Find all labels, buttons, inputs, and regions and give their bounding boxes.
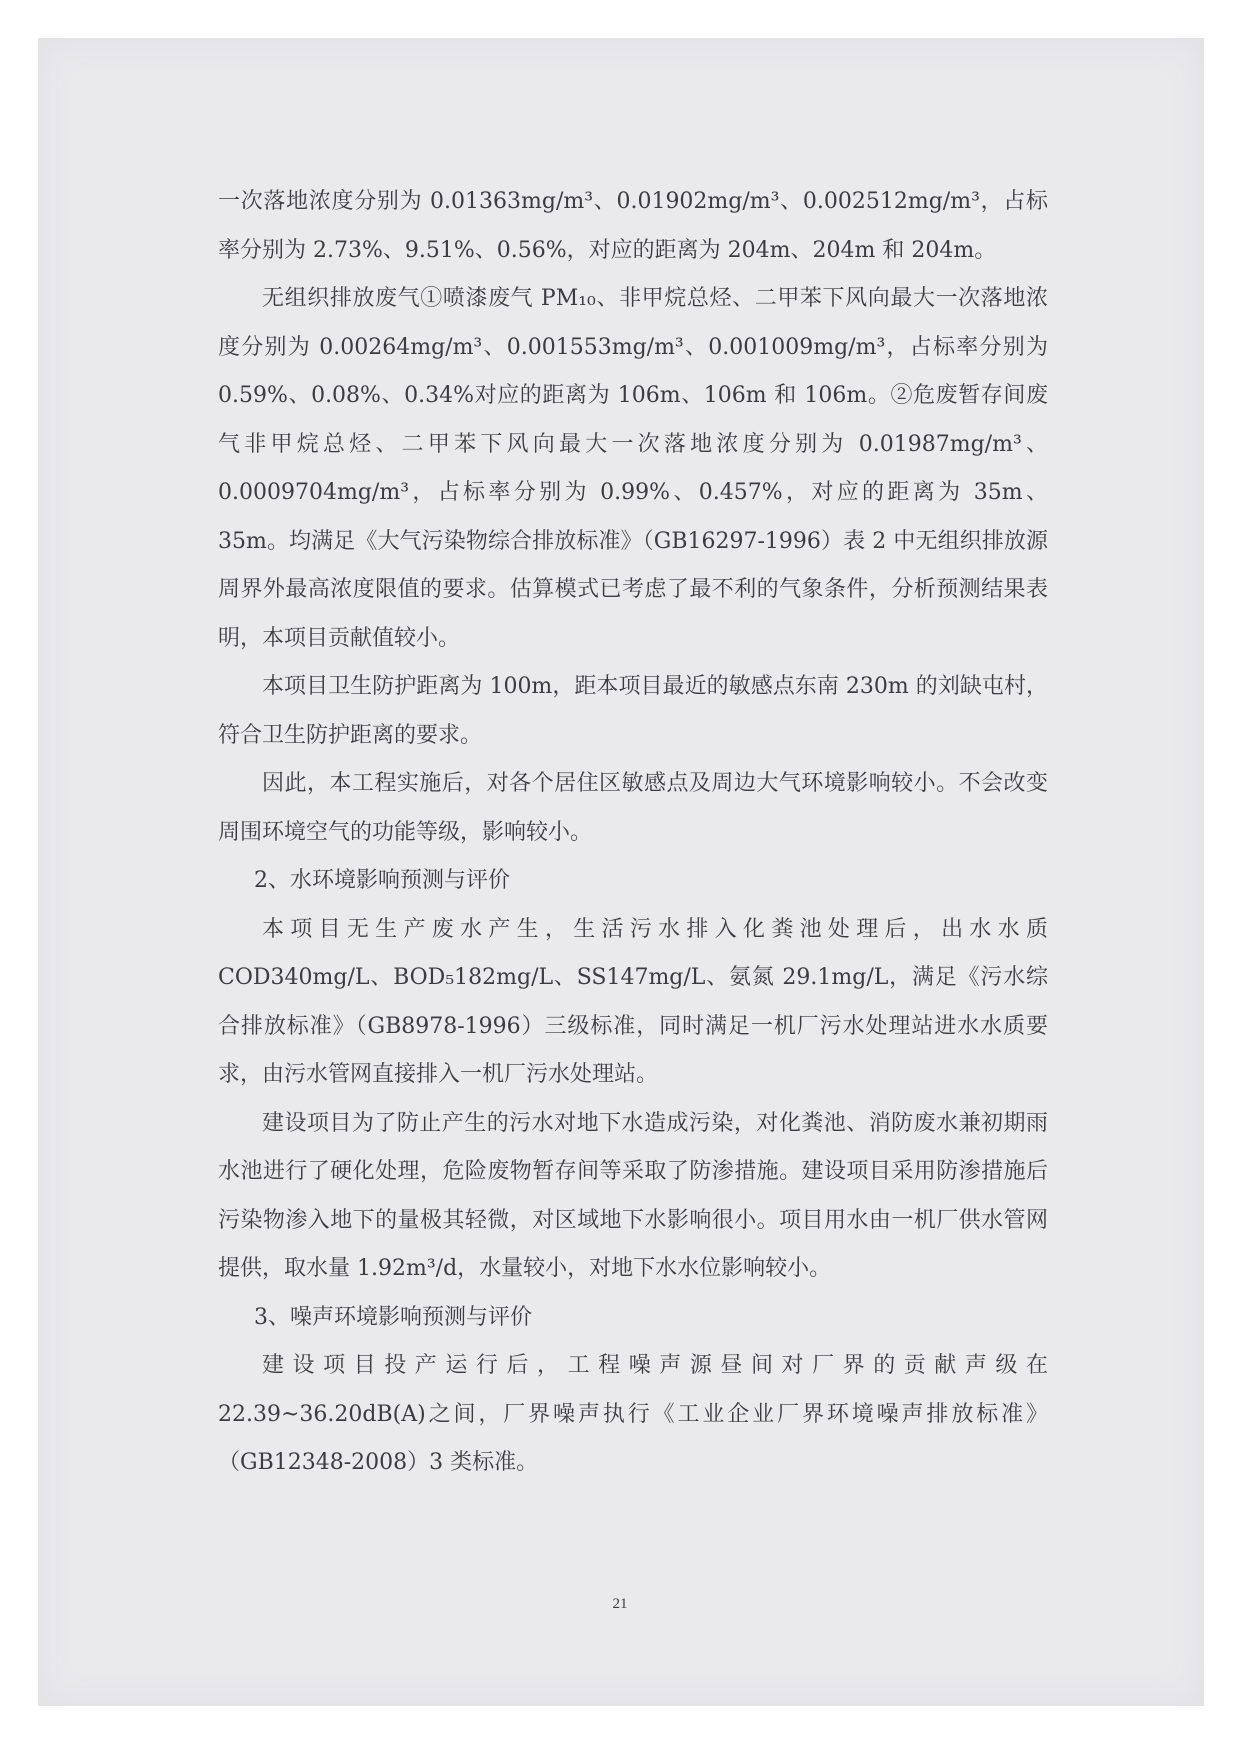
paragraph-continuation: 一次落地浓度分别为 0.01363mg/m³、0.01902mg/m³、0.002512mg/m³，占标率分别为 2.73%、9.51%、0.56%，对应的距离为 204m、204m 和 204m。	[218, 189, 1048, 263]
paragraph-fugitive-emissions: 无组织排放废气①喷漆废气 PM₁₀、非甲烷总烃、二甲苯下风向最大一次落地浓度分别为 0.00264mg/m³、0.001553mg/m³、0.001009mg/m³，占标率分别为 0.59%、0.08%、0.34%对应的距离为 106m、106m 和 106m。②危废暂存间废气非甲烷总烃、二甲苯下风向最大一次落地浓度分别为 0.01987mg/m³、0.0009704mg/m³，占标率分别为 0.99%、0.457%，对应的距离为 35m、35m。均满足《大气污染物综合排放标准》（GB16297-1996）表 2 中无组织排放源周界外最高浓度限值的要求。估算模式已考虑了最不利的气象条件，分析预测结果表明，本项目贡献值较小。	[218, 286, 1048, 651]
document-body	[218, 178, 1048, 1488]
paragraph-protection-distance: 本项目卫生防护距离为 100m，距本项目最近的敏感点东南 230m 的刘缺屯村，符合卫生防护距离的要求。	[218, 674, 1048, 748]
paragraph-noise: 建设项目投产运行后，工程噪声源昼间对厂界的贡献声级在 22.39~36.20dB(A)之间，厂界噪声执行《工业企业厂界环境噪声排放标准》（GB12348-2008）3 类标准。	[218, 1353, 1048, 1475]
paragraph-wastewater: 本项目无生产废水产生，生活污水排入化粪池处理后，出水水质 COD340mg/L、BOD₅182mg/L、SS147mg/L、氨氮 29.1mg/L，满足《污水综合排放标准》（GB8978-1996）三级标准，同时满足一机厂污水处理站进水水质要求，由污水管网直接排入一机厂污水处理站。	[218, 916, 1048, 1087]
paragraph-groundwater: 建设项目为了防止产生的污水对地下水造成污染，对化粪池、消防废水兼初期雨水池进行了硬化处理，危险废物暂存间等采取了防渗措施。建设项目采用防渗措施后污染物渗入地下的量极其轻微，对区域地下水影响很小。项目用水由一机厂供水管网提供，取水量 1.92m³/d，水量较小，对地下水水位影响较小。	[218, 1110, 1048, 1281]
paragraph-air-conclusion: 因此，本工程实施后，对各个居住区敏感点及周边大气环境影响较小。不会改变周围环境空气的功能等级，影响较小。	[218, 771, 1048, 845]
page-number: 21	[612, 1596, 628, 1612]
section-heading-noise: 3、噪声环境影响预测与评价	[254, 1304, 532, 1330]
section-heading-water: 2、水环境影响预测与评价	[254, 868, 510, 893]
